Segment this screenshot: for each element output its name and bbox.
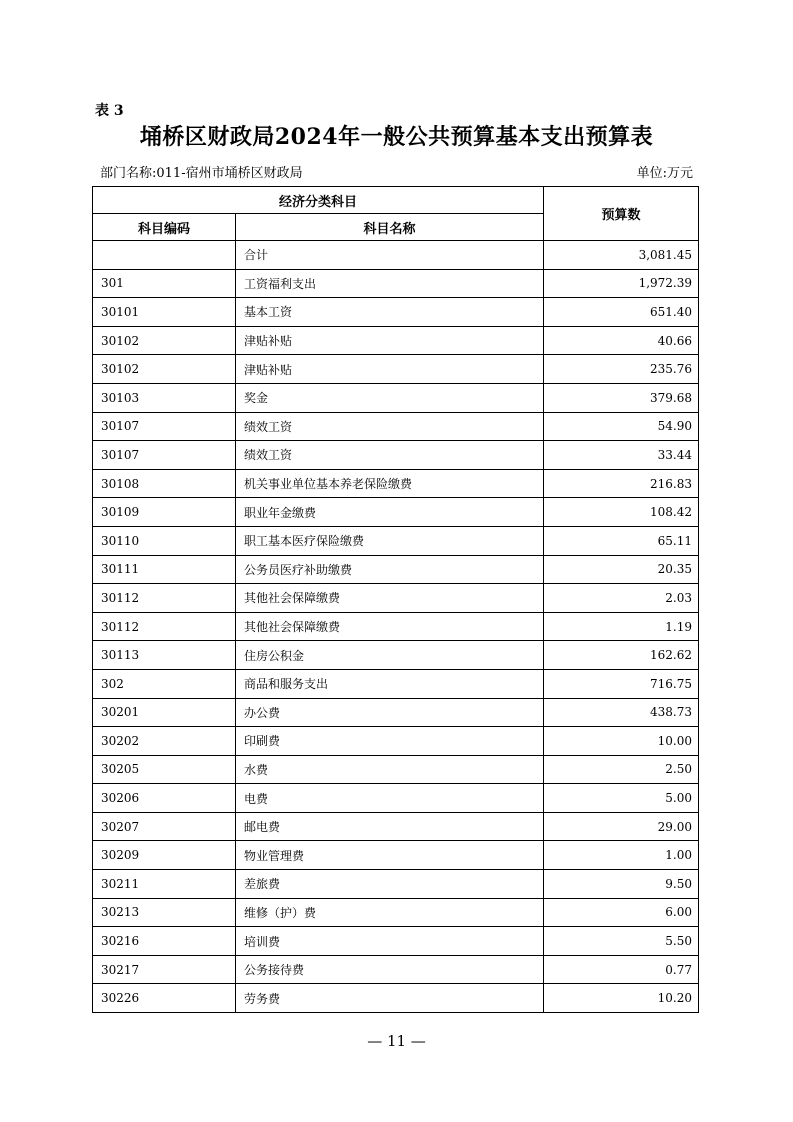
table-row: [93, 498, 699, 527]
table-row: [93, 698, 699, 727]
cell-name: 物业管理费: [236, 841, 544, 870]
table-row: [93, 412, 699, 441]
cell-amount: 716.75: [544, 669, 699, 698]
cell-amount: 1,972.39: [544, 269, 699, 298]
cell-name: 职业年金缴费: [236, 498, 544, 527]
cell-name: 奖金: [236, 383, 544, 412]
cell-name: 维修（护）费: [236, 898, 544, 927]
cell-code: 30201: [93, 698, 236, 727]
table-row: [93, 383, 699, 412]
cell-code: 30112: [93, 584, 236, 613]
cell-name: 津贴补贴: [236, 355, 544, 384]
table-row: [93, 441, 699, 470]
cell-amount: 65.11: [544, 526, 699, 555]
cell-code: 30102: [93, 355, 236, 384]
table-row: [93, 984, 699, 1013]
cell-amount: 0.77: [544, 955, 699, 984]
header-name: 科目名称: [236, 214, 544, 241]
cell-name: 工资福利支出: [236, 269, 544, 298]
cell-amount: 235.76: [544, 355, 699, 384]
table-row: [93, 469, 699, 498]
table-label: 表 3: [95, 103, 124, 119]
cell-code: 30113: [93, 641, 236, 670]
cell-name: 基本工资: [236, 298, 544, 327]
table-row: [93, 784, 699, 813]
table-row: [93, 584, 699, 613]
cell-code: 30103: [93, 383, 236, 412]
cell-amount: 5.50: [544, 927, 699, 956]
cell-amount: 10.20: [544, 984, 699, 1013]
header-group: 经济分类科目: [93, 187, 544, 214]
cell-amount: 29.00: [544, 812, 699, 841]
department-name: 部门名称:011-宿州市埇桥区财政局: [100, 166, 303, 181]
header-amount: 预算数: [544, 187, 699, 241]
cell-code: 30226: [93, 984, 236, 1013]
cell-amount: 438.73: [544, 698, 699, 727]
cell-name: 水费: [236, 755, 544, 784]
table-row: [93, 755, 699, 784]
cell-name: 机关事业单位基本养老保险缴费: [236, 469, 544, 498]
table-row: [93, 841, 699, 870]
cell-name: 津贴补贴: [236, 326, 544, 355]
cell-name: 其他社会保障缴费: [236, 584, 544, 613]
cell-code: 30107: [93, 412, 236, 441]
cell-code: 301: [93, 269, 236, 298]
cell-code: 30101: [93, 298, 236, 327]
table-row: [93, 927, 699, 956]
cell-amount: 9.50: [544, 870, 699, 899]
cell-code: 30112: [93, 612, 236, 641]
cell-name: 其他社会保障缴费: [236, 612, 544, 641]
table-row: [93, 955, 699, 984]
cell-name: 办公费: [236, 698, 544, 727]
cell-amount: 2.50: [544, 755, 699, 784]
cell-name: 绩效工资: [236, 441, 544, 470]
cell-amount: 40.66: [544, 326, 699, 355]
cell-code: 30110: [93, 526, 236, 555]
meta-line: [100, 162, 693, 181]
table-row: [93, 812, 699, 841]
table-row: [93, 269, 699, 298]
table-row: [93, 898, 699, 927]
cell-name: 印刷费: [236, 727, 544, 756]
cell-code: 30207: [93, 812, 236, 841]
header-code: 科目编码: [93, 214, 236, 241]
cell-code: 30216: [93, 927, 236, 956]
cell-amount: 379.68: [544, 383, 699, 412]
unit-label: 单位:万元: [636, 166, 693, 181]
cell-code: 30111: [93, 555, 236, 584]
cell-code: 30108: [93, 469, 236, 498]
cell-code: 30217: [93, 955, 236, 984]
table-row: [93, 298, 699, 327]
cell-amount: 216.83: [544, 469, 699, 498]
cell-name: 公务接待费: [236, 955, 544, 984]
page-number: — 11 —: [367, 1032, 426, 1050]
cell-code: 30213: [93, 898, 236, 927]
cell-name: 住房公积金: [236, 641, 544, 670]
table-row: [93, 555, 699, 584]
cell-amount: 3,081.45: [544, 241, 699, 270]
cell-code: 30211: [93, 870, 236, 899]
cell-name: 职工基本医疗保险缴费: [236, 526, 544, 555]
cell-amount: 20.35: [544, 555, 699, 584]
cell-amount: 6.00: [544, 898, 699, 927]
cell-name: 合计: [236, 241, 544, 270]
table-row: [93, 355, 699, 384]
cell-code: 30102: [93, 326, 236, 355]
cell-name: 邮电费: [236, 812, 544, 841]
table-row: [93, 727, 699, 756]
cell-name: 差旅费: [236, 870, 544, 899]
cell-name: 绩效工资: [236, 412, 544, 441]
table-row: [93, 870, 699, 899]
table-row: [93, 526, 699, 555]
table-row: [93, 641, 699, 670]
cell-name: 培训费: [236, 927, 544, 956]
cell-amount: 1.19: [544, 612, 699, 641]
table-body: [93, 241, 699, 1013]
cell-amount: 2.03: [544, 584, 699, 613]
cell-name: 电费: [236, 784, 544, 813]
cell-code: 30202: [93, 727, 236, 756]
table-row: [93, 241, 699, 270]
cell-amount: 651.40: [544, 298, 699, 327]
cell-amount: 1.00: [544, 841, 699, 870]
cell-name: 商品和服务支出: [236, 669, 544, 698]
cell-code: 30205: [93, 755, 236, 784]
table-row: [93, 612, 699, 641]
cell-amount: 10.00: [544, 727, 699, 756]
cell-amount: 54.90: [544, 412, 699, 441]
cell-code: 30206: [93, 784, 236, 813]
cell-code: [93, 241, 236, 270]
cell-amount: 108.42: [544, 498, 699, 527]
cell-amount: 162.62: [544, 641, 699, 670]
cell-name: 劳务费: [236, 984, 544, 1013]
cell-code: 30109: [93, 498, 236, 527]
budget-table: [92, 186, 699, 1013]
cell-code: 30107: [93, 441, 236, 470]
cell-amount: 5.00: [544, 784, 699, 813]
table-row: [93, 326, 699, 355]
cell-amount: 33.44: [544, 441, 699, 470]
page-title: 埇桥区财政局2024年一般公共预算基本支出预算表: [139, 124, 654, 150]
cell-code: 30209: [93, 841, 236, 870]
table-row: [93, 669, 699, 698]
cell-name: 公务员医疗补助缴费: [236, 555, 544, 584]
cell-code: 302: [93, 669, 236, 698]
